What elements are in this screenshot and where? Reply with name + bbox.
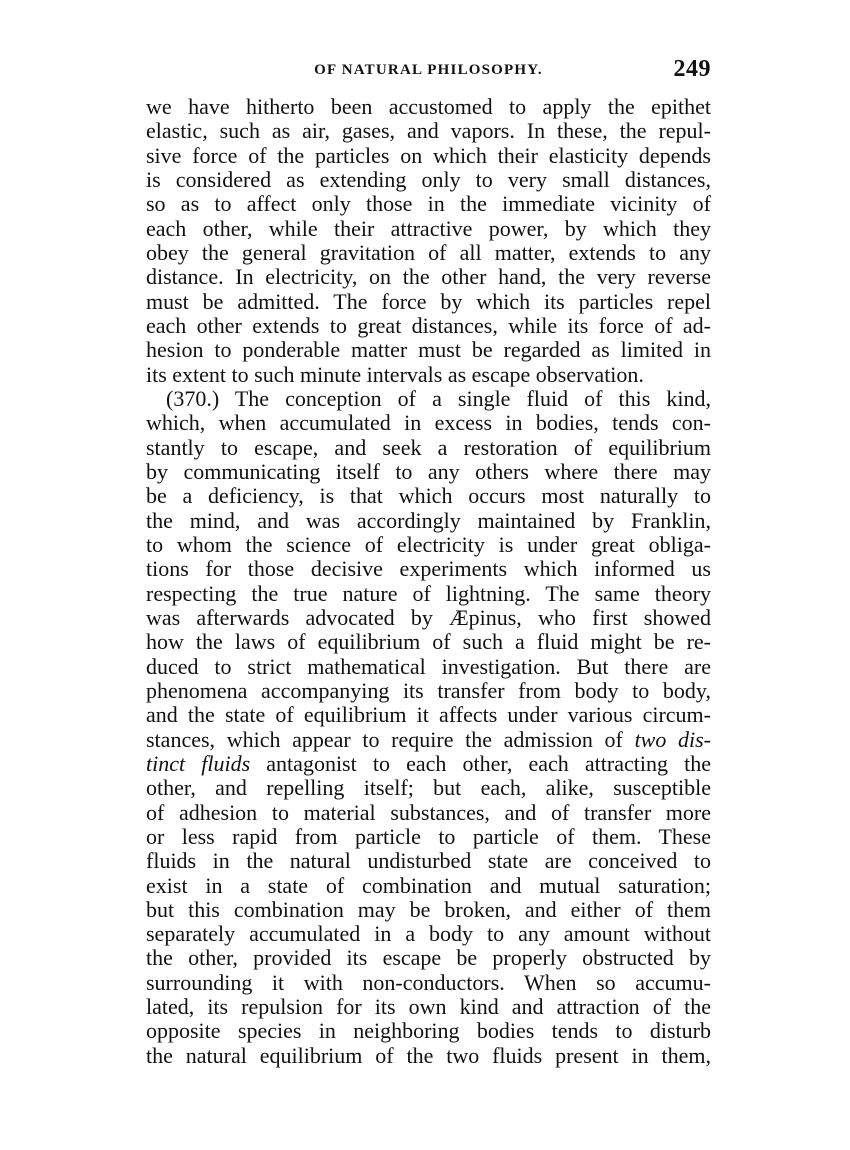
text-line: and the state of equilibrium it affects under various circum- xyxy=(146,702,711,728)
text-line: the natural equilibrium of the two fluids present in them, xyxy=(146,1042,711,1068)
text-line: so as to affect only those in the immediate vicinity of xyxy=(146,191,711,217)
text-line: was afterwards advocated by Æpinus, who first showed xyxy=(146,604,711,630)
text-line: opposite species in neighboring bodies tends to disturb xyxy=(146,1018,711,1044)
text-line: stantly to escape, and seek a restoration of equilibrium xyxy=(146,434,711,460)
text-line: tions for those decisive experiments which informed us xyxy=(146,556,711,582)
text-line: obey the general gravitation of all matter, extends to any xyxy=(146,239,711,265)
text-line: sive force of the particles on which their elasticity depends xyxy=(146,142,711,168)
text-line xyxy=(146,752,711,776)
text-line: exist in a state of combination and mutual saturation; xyxy=(146,872,711,898)
italic-phrase: two dis- xyxy=(634,726,712,752)
text-line: we have hitherto been accustomed to apply the epithet xyxy=(146,94,711,119)
text-line: duced to strict mathematical investigation. But there are xyxy=(146,653,711,679)
text-segment: stances, which appear to require the admission of xyxy=(146,726,623,752)
text-line: other, and repelling itself; but each, alike, susceptible xyxy=(146,775,711,801)
text-segment: antagonist to each other, each attracting the xyxy=(266,750,712,776)
text-line: be a deficiency, is that which occurs most naturally to xyxy=(146,483,711,509)
text-line: must be admitted. The force by which its particles repel xyxy=(146,288,711,314)
text-line: distance. In electricity, on the other hand, the very reverse xyxy=(146,264,711,290)
text-line: but this combination may be broken, and either of them xyxy=(146,896,711,922)
text-line: is considered as extending only to very small distances, xyxy=(146,166,711,192)
text-line: the other, provided its escape be properly obstructed by xyxy=(146,945,711,971)
text-line: elastic, such as air, gases, and vapors. In these, the repul- xyxy=(146,118,711,144)
text-line: separately accumulated in a body to any amount without xyxy=(146,921,711,947)
text-line: each other, while their attractive power, by which they xyxy=(146,215,711,241)
italic-phrase: fluids xyxy=(201,750,251,776)
text-line: to whom the science of electricity is under great obliga- xyxy=(146,531,711,557)
text-line: or less rapid from particle to particle of them. These xyxy=(146,823,711,849)
text-line: hesion to ponderable matter must be regarded as limited in xyxy=(146,337,711,363)
text-line: how the laws of equilibrium of such a fluid might be re- xyxy=(146,629,711,655)
italic-word: tinct xyxy=(146,750,186,776)
text-line: its extent to such minute intervals as escape observation. xyxy=(146,361,644,387)
text-line: of adhesion to material substances, and of transfer more xyxy=(146,799,711,825)
text-line: the mind, and was accordingly maintained by Franklin, xyxy=(146,507,711,533)
running-title: OF NATURAL PHILOSOPHY. xyxy=(314,62,543,78)
text-line: respecting the true nature of lightning. The same theory xyxy=(146,580,711,606)
text-line: fluids in the natural undisturbed state are conceived to xyxy=(146,848,711,874)
text-line: by communicating itself to any others where there may xyxy=(146,458,711,484)
text-line: which, when accumulated in excess in bodies, tends con- xyxy=(146,410,711,436)
text-line xyxy=(146,728,711,752)
text-line: surrounding it with non-conductors. When so accumu- xyxy=(146,969,711,995)
running-head xyxy=(146,58,711,88)
text-line: phenomena accompanying its transfer from body to body, xyxy=(146,677,711,703)
body-text xyxy=(146,95,711,1068)
text-line: lated, its repulsion for its own kind and attraction of the xyxy=(146,994,711,1020)
paragraph-370-start: (370.) The conception of a single fluid of this kind, xyxy=(166,385,711,411)
text-line: each other extends to great distances, while its force of ad- xyxy=(146,312,711,338)
page-number: 249 xyxy=(673,56,711,82)
